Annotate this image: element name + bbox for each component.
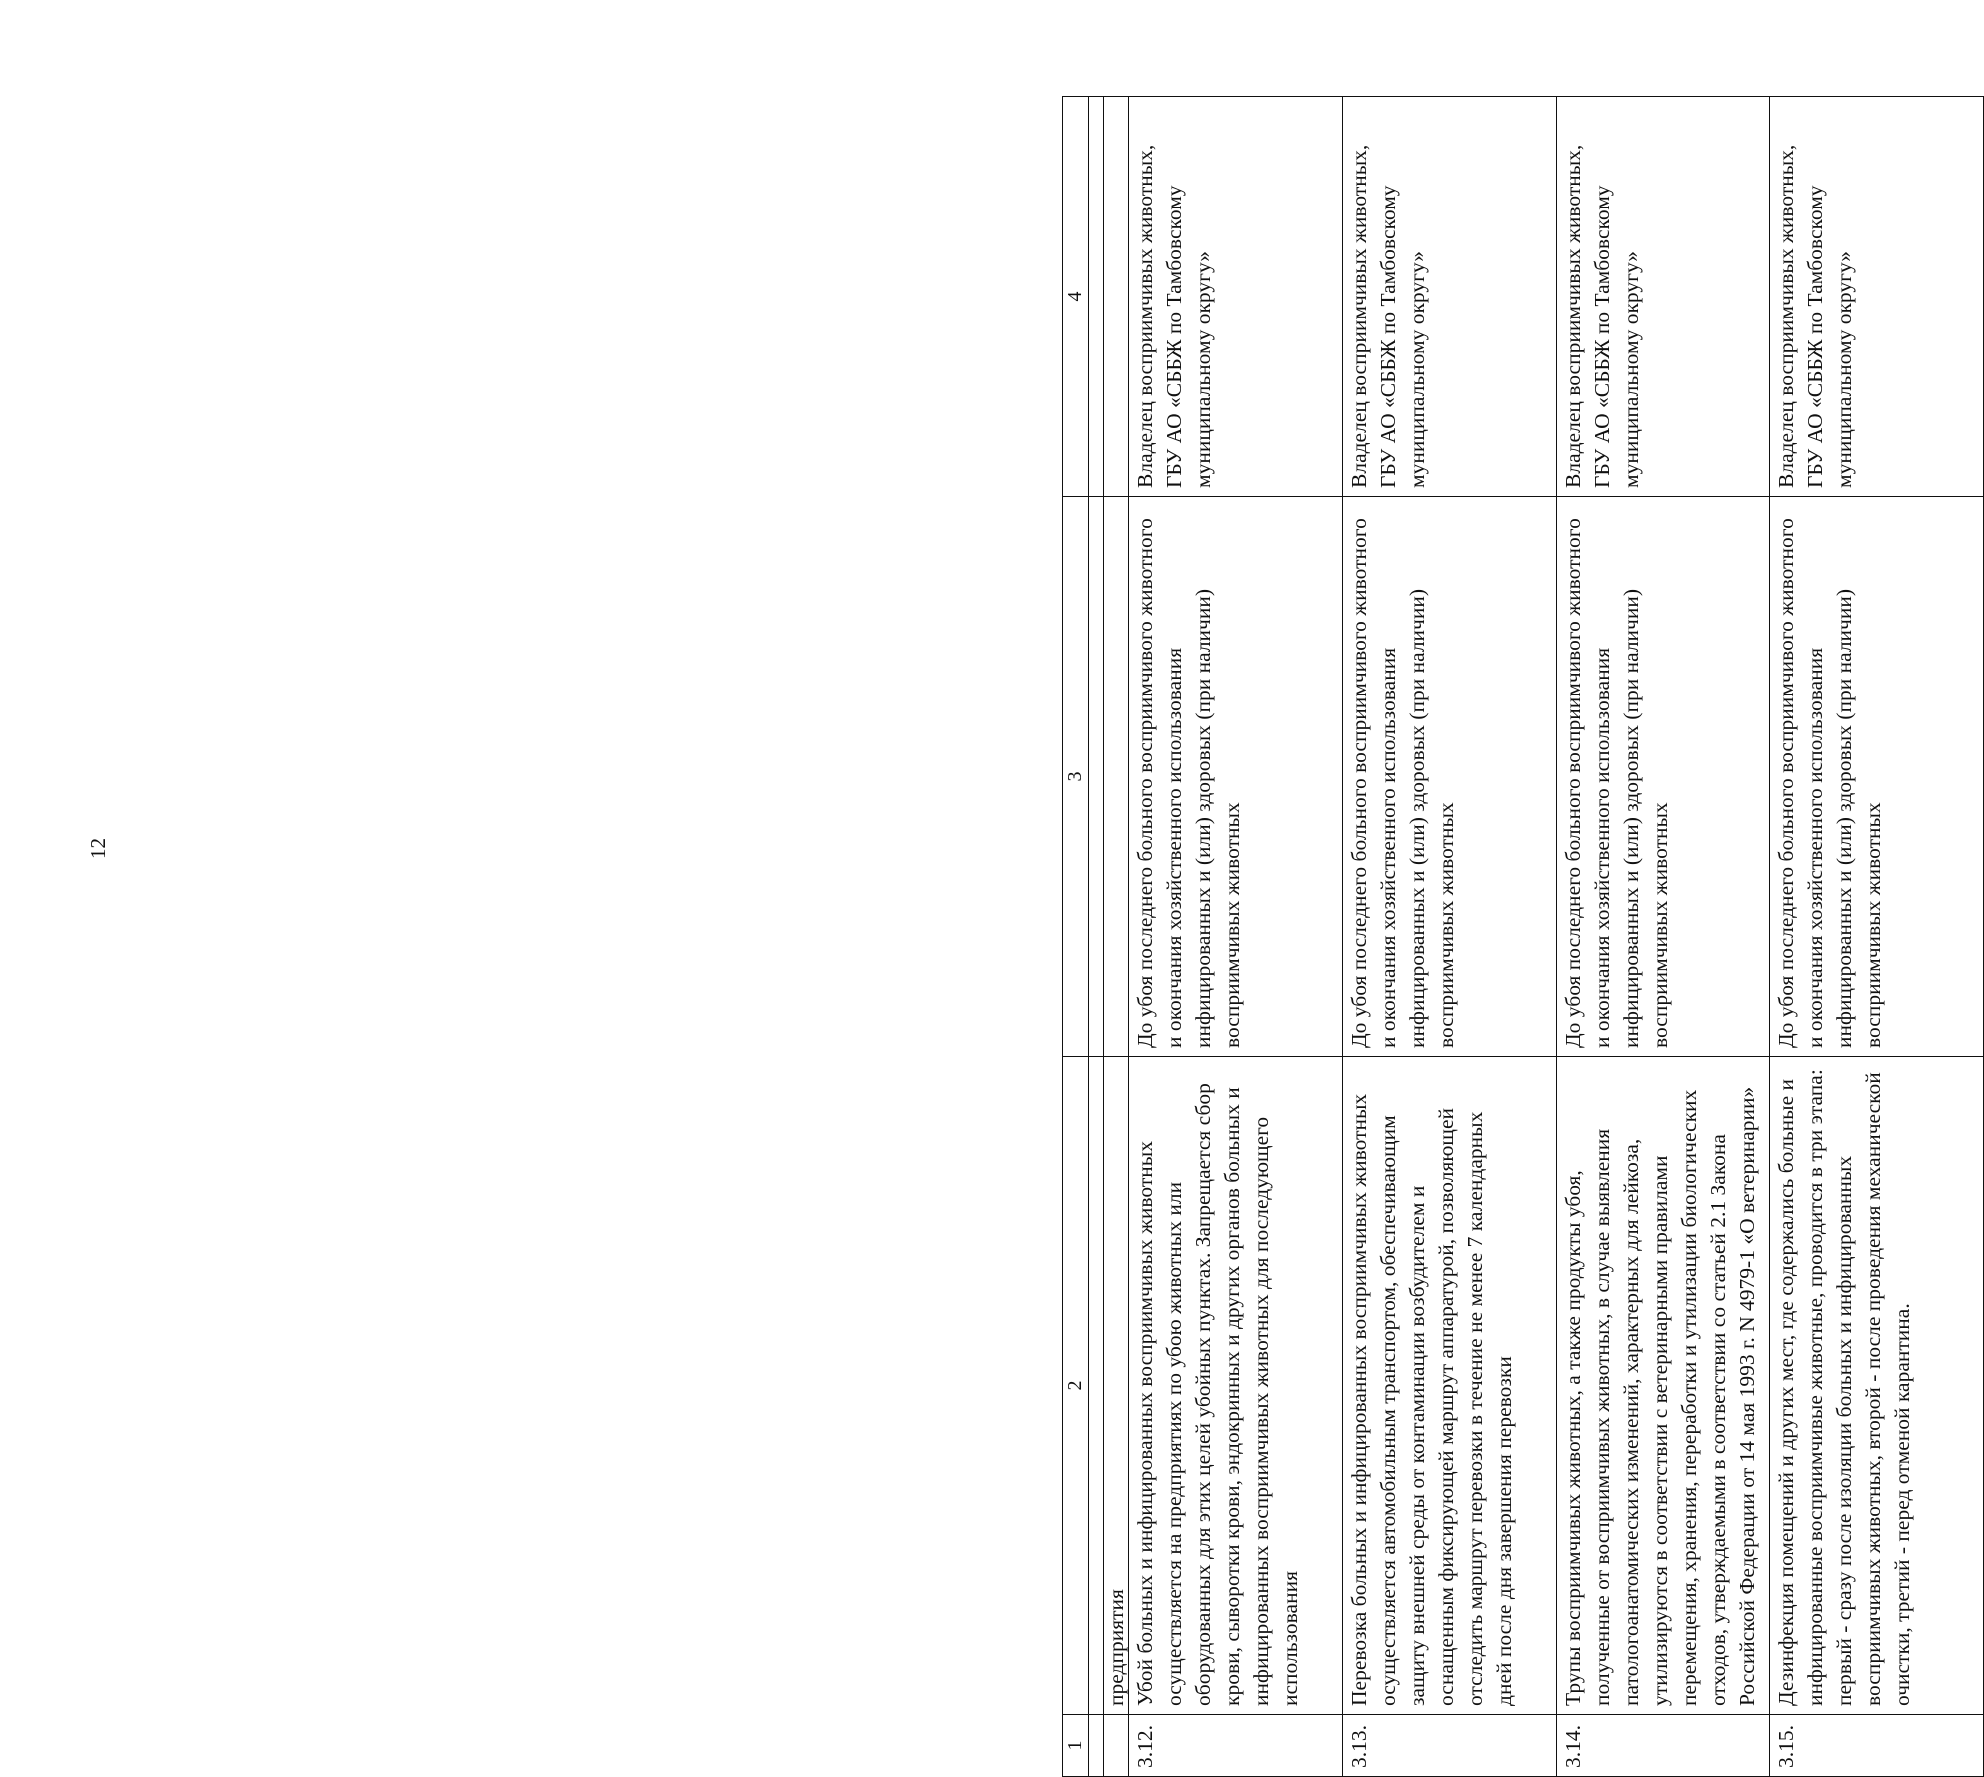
row-responsible: Владелец восприимчивых животных, ГБУ АО «СББЖ по Тамбовскому муниципальному округу» (1770, 97, 1984, 497)
continuation-row (1103, 97, 1129, 1777)
rotated-table-container (1062, 97, 1984, 1777)
row-number: 3.14. (1556, 1715, 1770, 1777)
row-term: До убоя последнего больного восприимчивого животного и окончания хозяйственного использования инфицированных и (или) здоровых (при наличии) восприимчивых животных (1556, 497, 1770, 1057)
table-header-row (1063, 97, 1089, 1777)
table-row (1556, 97, 1770, 1777)
page-number: 12 (86, 838, 110, 859)
spacer-row (1088, 97, 1103, 1777)
header-col-1: 1 (1063, 1715, 1089, 1777)
row-responsible: Владелец восприимчивых животных, ГБУ АО «СББЖ по Тамбовскому муниципальному округу» (1343, 97, 1557, 497)
row-measure: Дезинфекция помещений и других мест, где содержались больные и инфицированные восприимчивые животные, проводится в три этапа: первый - сразу после изоляции больных и инфицированных восприимчивых животных, второй - после проведения механической очистки, третий - перед отменой карантина. (1770, 1057, 1984, 1715)
row-measure: Перевозка больных и инфицированных восприимчивых животных осуществляется автомобильным транспортом, обеспечивающим защиту внешней среды от контаминации возбудителем и оснащенным фиксирующей маршрут аппаратурой, позволяющей отследить маршрут перевозки в течение не менее 7 календарных дней после дня завершения перевозки (1343, 1057, 1557, 1715)
table-row (1343, 97, 1557, 1777)
row-number: 3.15. (1770, 1715, 1984, 1777)
header-col-2: 2 (1063, 1057, 1089, 1715)
continuation-text: предприятия (1103, 1057, 1129, 1715)
table-row (1770, 97, 1984, 1777)
row-number: 3.12. (1129, 1715, 1343, 1777)
row-responsible: Владелец восприимчивых животных, ГБУ АО «СББЖ по Тамбовскому муниципальному округу» (1556, 97, 1770, 497)
measures-table (1062, 96, 1984, 1777)
row-responsible: Владелец восприимчивых животных, ГБУ АО «СББЖ по Тамбовскому муниципальному округу» (1129, 97, 1343, 497)
header-col-4: 4 (1063, 97, 1089, 497)
row-number: 3.13. (1343, 1715, 1557, 1777)
row-term: До убоя последнего больного восприимчивого животного и окончания хозяйственного использования инфицированных и (или) здоровых (при наличии) восприимчивых животных (1770, 497, 1984, 1057)
row-term: До убоя последнего больного восприимчивого животного и окончания хозяйственного использования инфицированных и (или) здоровых (при наличии) восприимчивых животных (1129, 497, 1343, 1057)
row-measure: Убой больных и инфицированных восприимчивых животных осуществляется на предприятиях по убою животных или оборудованных для этих целей убойных пунктах. Запрещается сбор крови, сыворотки крови, эндокринных и других органов больных и инфицированных восприимчивых животных для последующего использования (1129, 1057, 1343, 1715)
row-term: До убоя последнего больного восприимчивого животного и окончания хозяйственного использования инфицированных и (или) здоровых (при наличии) восприимчивых животных (1343, 497, 1557, 1057)
row-measure: Трупы восприимчивых животных, а также продукты убоя, полученные от восприимчивых животных, в случае выявления патологоанатомических изменений, характерных для лейкоза, утилизируются в соответствии с ветеринарными правилами перемещения, хранения, переработки и утилизации биологических отходов, утверждаемыми в соответствии со статьей 2.1 Закона Российской Федерации от 14 мая 1993 г. N 4979-1 «О ветеринарии» (1556, 1057, 1770, 1715)
table-row (1129, 97, 1343, 1777)
header-col-3: 3 (1063, 497, 1089, 1057)
